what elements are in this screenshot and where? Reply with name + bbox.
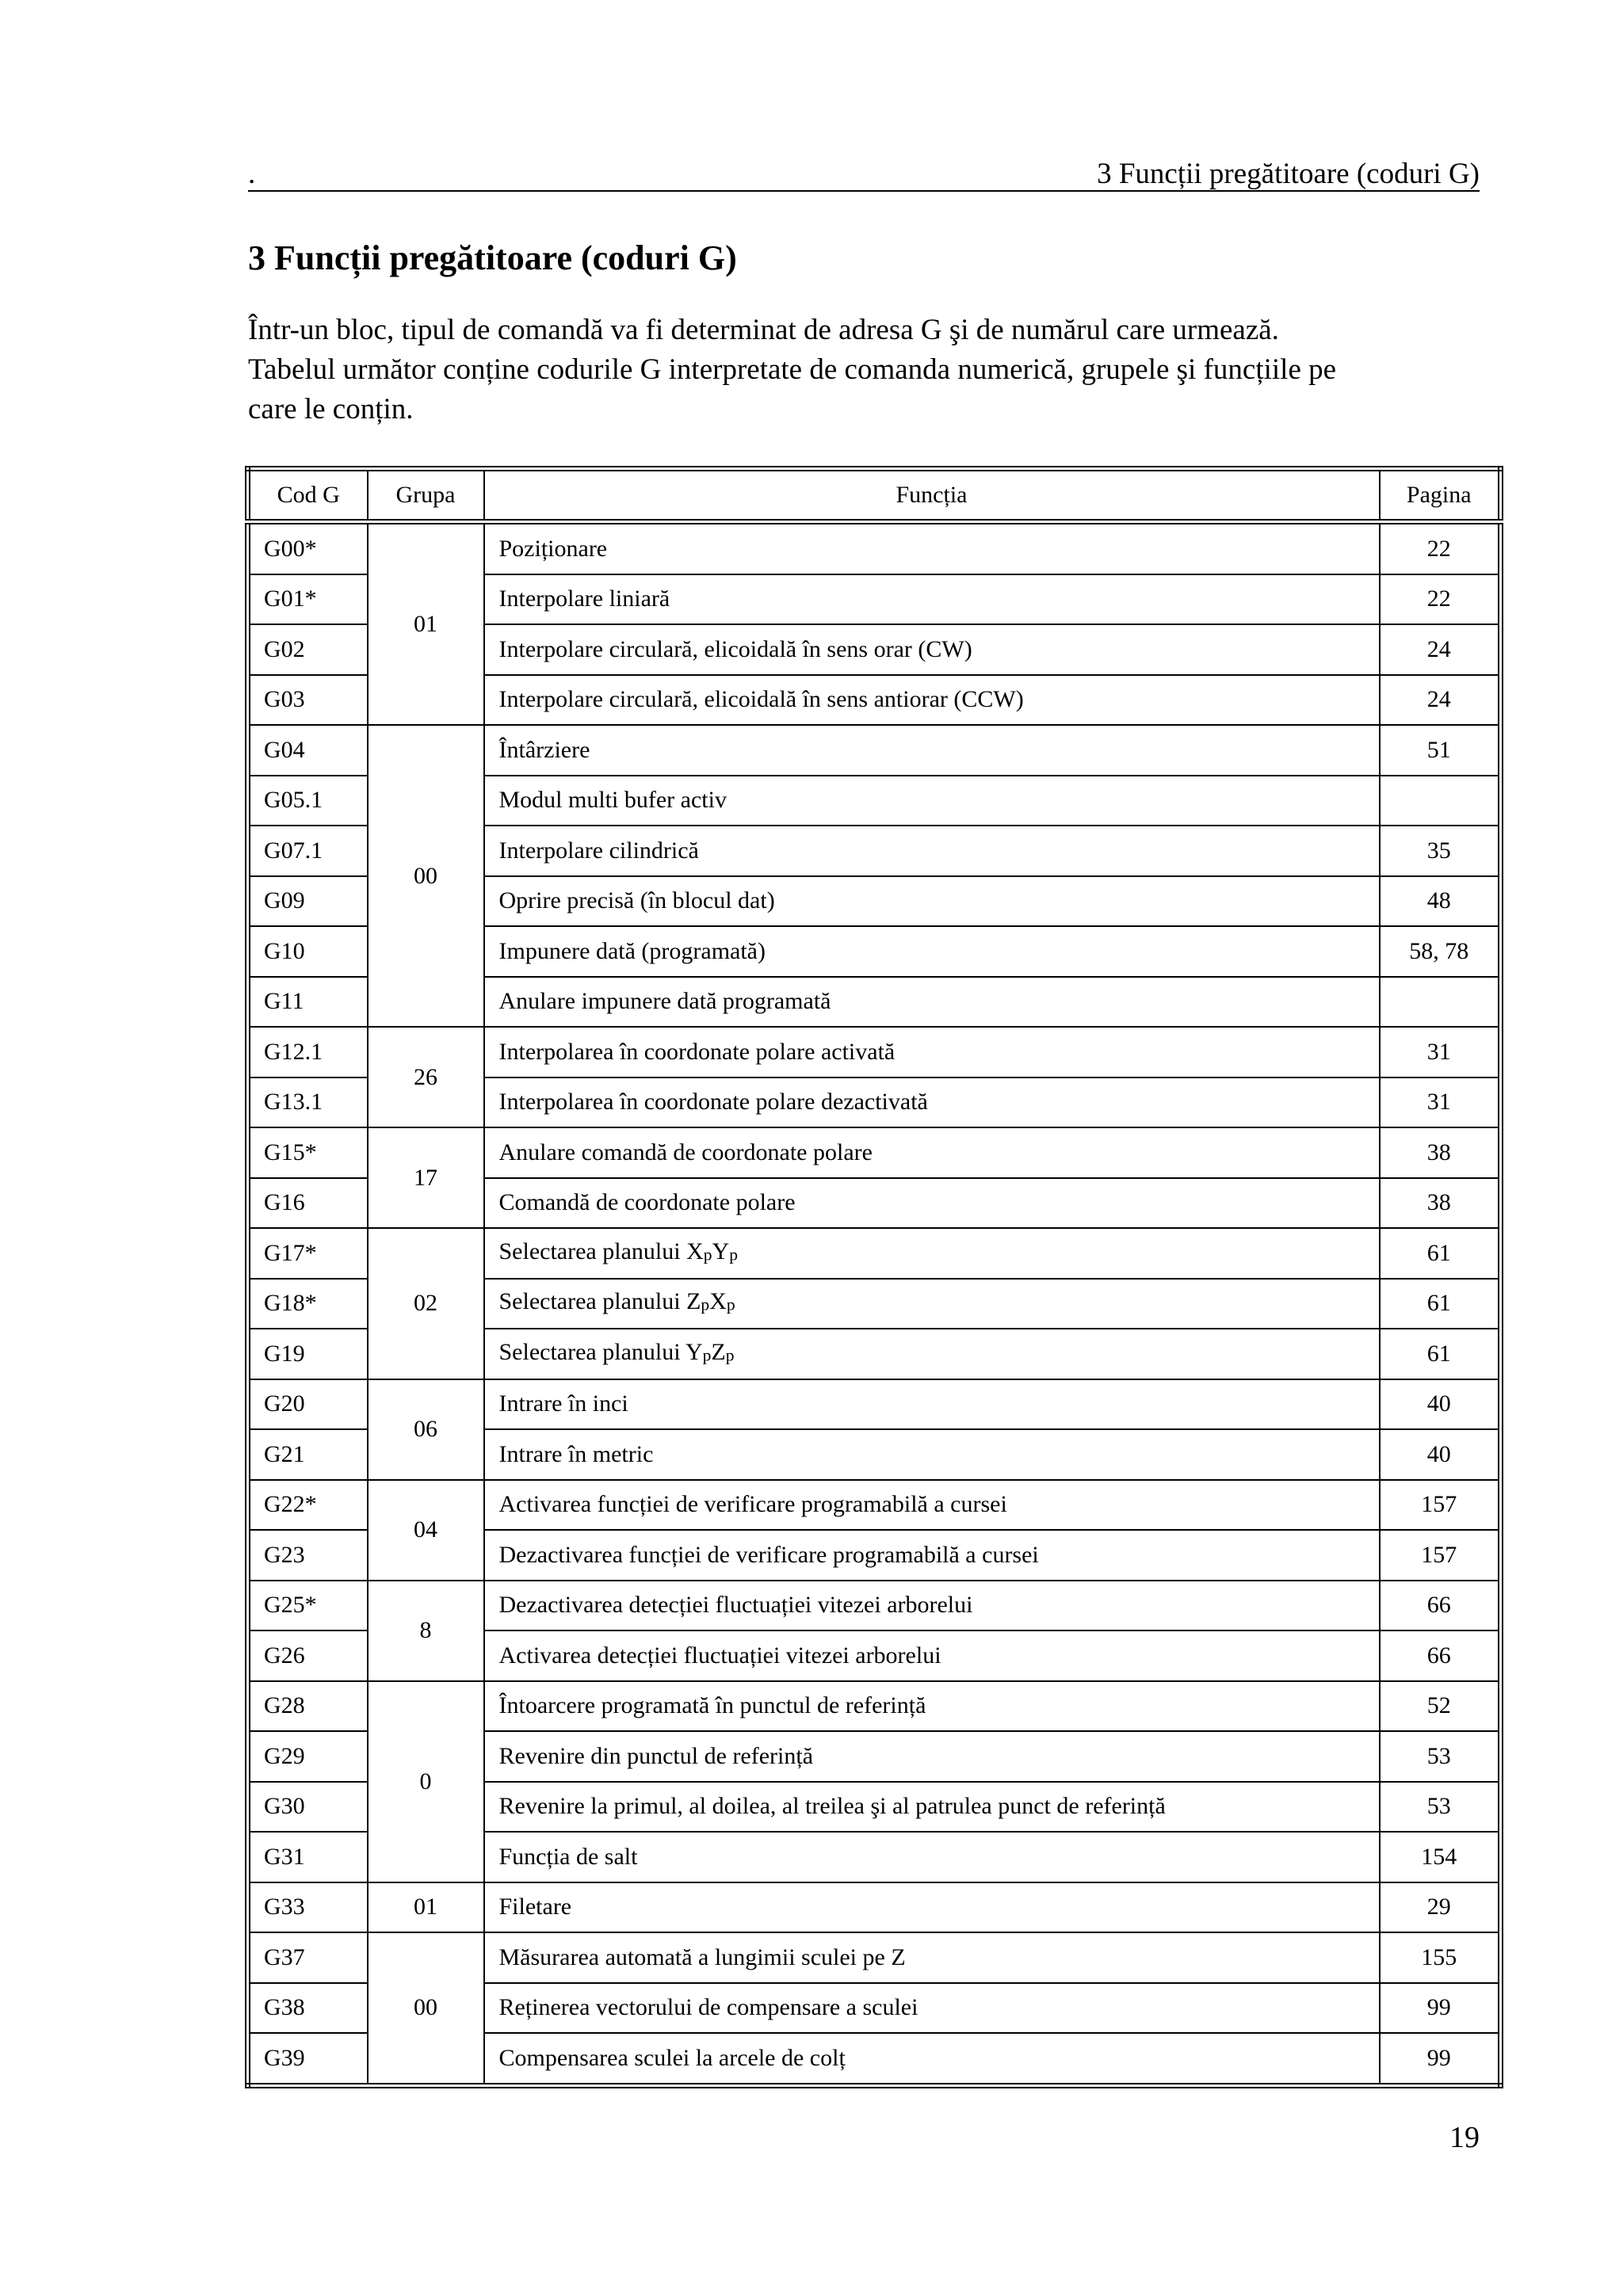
axis-letter: X xyxy=(709,1288,727,1315)
intro-line: Tabelul următor conține codurile G interpretate de comanda numerică, grupele şi funcțiile pe xyxy=(248,353,1337,386)
function-cell: Dezactivarea detecției fluctuației vitezei arborelui xyxy=(484,1581,1380,1631)
function-cell: Revenire din punctul de referință xyxy=(484,1731,1380,1782)
page-cell xyxy=(1380,776,1501,826)
function-cell: Interpolare circulară, elicoidală în sens antiorar (CCW) xyxy=(484,675,1380,726)
table-row xyxy=(248,1681,1501,1732)
page-cell: 154 xyxy=(1380,1832,1501,1882)
page-cell: 155 xyxy=(1380,1932,1501,1983)
axis-subscript: p xyxy=(703,1245,712,1264)
table-row xyxy=(248,1127,1501,1178)
page-cell: 58, 78 xyxy=(1380,926,1501,977)
function-cell: Modul multi bufer activ xyxy=(484,776,1380,826)
code-cell: G04 xyxy=(248,725,368,776)
page-cell: 40 xyxy=(1380,1429,1501,1480)
function-cell: Întoarcere programată în punctul de referință xyxy=(484,1681,1380,1732)
function-cell: Anulare impunere dată programată xyxy=(484,977,1380,1028)
code-cell: G18* xyxy=(248,1279,368,1329)
intro-paragraph xyxy=(248,311,1336,429)
function-text: Selectarea planului xyxy=(498,1288,687,1315)
intro-line: Într-un bloc, tipul de comandă va fi determinat de adresa G şi de numărul care urmează. xyxy=(248,314,1279,346)
table-header-row xyxy=(248,469,1501,522)
table-row xyxy=(248,725,1501,776)
running-header xyxy=(248,154,1480,192)
page-cell: 99 xyxy=(1380,1983,1501,2034)
code-cell: G31 xyxy=(248,1832,368,1882)
page-cell: 157 xyxy=(1380,1480,1501,1531)
group-cell: 01 xyxy=(368,522,484,726)
page-cell: 22 xyxy=(1380,574,1501,625)
axis-letter: Y xyxy=(685,1338,703,1365)
page-cell: 53 xyxy=(1380,1782,1501,1833)
code-cell: G05.1 xyxy=(248,776,368,826)
group-cell: 01 xyxy=(368,1882,484,1933)
group-cell: 00 xyxy=(368,725,484,1027)
code-cell: G19 xyxy=(248,1329,368,1379)
page-cell: 48 xyxy=(1380,876,1501,927)
page-cell: 31 xyxy=(1380,1027,1501,1077)
function-cell: Comandă de coordonate polare xyxy=(484,1178,1380,1229)
axis-subscript: p xyxy=(725,1345,735,1365)
function-cell: Poziționare xyxy=(484,522,1380,574)
function-cell xyxy=(484,1329,1380,1379)
page-cell: 38 xyxy=(1380,1178,1501,1229)
group-cell: 8 xyxy=(368,1581,484,1681)
function-cell: Întârziere xyxy=(484,725,1380,776)
function-cell: Revenire la primul, al doilea, al treilea şi al patrulea punct de referință xyxy=(484,1782,1380,1833)
function-cell xyxy=(484,1279,1380,1329)
function-cell: Anulare comandă de coordonate polare xyxy=(484,1127,1380,1178)
function-cell: Impunere dată (programată) xyxy=(484,926,1380,977)
function-cell: Interpolarea în coordonate polare dezactivată xyxy=(484,1077,1380,1128)
function-text: Selectarea planului xyxy=(498,1338,685,1365)
page-cell: 66 xyxy=(1380,1581,1501,1631)
table-row xyxy=(248,522,1501,574)
code-cell: G13.1 xyxy=(248,1077,368,1128)
axis-subscript: p xyxy=(729,1245,738,1264)
page-cell: 61 xyxy=(1380,1228,1501,1279)
page-cell: 53 xyxy=(1380,1731,1501,1782)
axis-subscript: p xyxy=(726,1295,735,1315)
code-cell: G33 xyxy=(248,1882,368,1933)
code-cell: G30 xyxy=(248,1782,368,1833)
code-cell: G16 xyxy=(248,1178,368,1229)
axis-subscript: p xyxy=(702,1345,712,1365)
code-cell: G20 xyxy=(248,1379,368,1430)
code-cell: G02 xyxy=(248,624,368,675)
code-cell: G37 xyxy=(248,1932,368,1983)
table-row xyxy=(248,1882,1501,1933)
page-cell: 51 xyxy=(1380,725,1501,776)
axis-letter: X xyxy=(686,1238,704,1264)
table-row xyxy=(248,1932,1501,1983)
table-row xyxy=(248,1581,1501,1631)
function-cell: Intrare în inci xyxy=(484,1379,1380,1430)
function-cell: Activarea detecției fluctuației vitezei arborelui xyxy=(484,1630,1380,1681)
group-cell: 04 xyxy=(368,1480,484,1581)
group-cell: 06 xyxy=(368,1379,484,1480)
function-cell: Interpolare liniară xyxy=(484,574,1380,625)
code-cell: G11 xyxy=(248,977,368,1028)
axis-letter: Y xyxy=(712,1238,730,1264)
intro-line: care le conțin. xyxy=(248,393,414,425)
function-cell: Activarea funcției de verificare programabilă a cursei xyxy=(484,1480,1380,1531)
group-cell: 26 xyxy=(368,1027,484,1127)
code-cell: G22* xyxy=(248,1480,368,1531)
code-cell: G39 xyxy=(248,2033,368,2085)
column-header-code: Cod G xyxy=(248,469,368,522)
table-row xyxy=(248,1027,1501,1077)
column-header-function: Funcția xyxy=(484,469,1380,522)
page-cell: 29 xyxy=(1380,1882,1501,1933)
function-cell: Măsurarea automată a lungimii sculei pe Z xyxy=(484,1932,1380,1983)
function-cell: Filetare xyxy=(484,1882,1380,1933)
code-cell: G09 xyxy=(248,876,368,927)
page-cell: 38 xyxy=(1380,1127,1501,1178)
page-cell: 22 xyxy=(1380,522,1501,574)
code-cell: G28 xyxy=(248,1681,368,1732)
page-cell: 52 xyxy=(1380,1681,1501,1732)
page-cell: 61 xyxy=(1380,1329,1501,1379)
group-cell: 0 xyxy=(368,1681,484,1882)
g-code-table xyxy=(245,466,1503,2088)
code-cell: G03 xyxy=(248,675,368,726)
column-header-group: Grupa xyxy=(368,469,484,522)
running-header-left: . xyxy=(248,158,256,190)
function-cell: Reținerea vectorului de compensare a sculei xyxy=(484,1983,1380,2034)
code-cell: G07.1 xyxy=(248,826,368,876)
group-cell: 02 xyxy=(368,1228,484,1379)
function-cell xyxy=(484,1228,1380,1279)
page-cell: 35 xyxy=(1380,826,1501,876)
axis-letter: Z xyxy=(686,1288,701,1315)
function-cell: Interpolare cilindrică xyxy=(484,826,1380,876)
code-cell: G29 xyxy=(248,1731,368,1782)
function-cell: Interpolare circulară, elicoidală în sens orar (CW) xyxy=(484,624,1380,675)
page-cell: 99 xyxy=(1380,2033,1501,2085)
code-cell: G21 xyxy=(248,1429,368,1480)
running-header-title: 3 Funcții pregătitoare (coduri G) xyxy=(1097,158,1480,190)
group-cell: 17 xyxy=(368,1127,484,1228)
code-cell: G17* xyxy=(248,1228,368,1279)
page-cell: 24 xyxy=(1380,675,1501,726)
code-cell: G26 xyxy=(248,1630,368,1681)
function-cell: Compensarea sculei la arcele de colț xyxy=(484,2033,1380,2085)
axis-subscript: p xyxy=(701,1295,710,1315)
group-cell: 00 xyxy=(368,1932,484,2085)
section-title: 3 Funcții pregătitoare (coduri G) xyxy=(248,238,737,277)
function-cell: Funcția de salt xyxy=(484,1832,1380,1882)
table-body xyxy=(248,522,1501,2086)
function-cell: Interpolarea în coordonate polare activată xyxy=(484,1027,1380,1077)
code-cell: G25* xyxy=(248,1581,368,1631)
page-cell: 40 xyxy=(1380,1379,1501,1430)
code-cell: G00* xyxy=(248,522,368,574)
column-header-page: Pagina xyxy=(1380,469,1501,522)
code-cell: G15* xyxy=(248,1127,368,1178)
page-cell: 61 xyxy=(1380,1279,1501,1329)
table-row xyxy=(248,1379,1501,1430)
code-cell: G12.1 xyxy=(248,1027,368,1077)
table-row xyxy=(248,1228,1501,1279)
axis-letter: Z xyxy=(711,1338,726,1365)
function-cell: Dezactivarea funcției de verificare programabilă a cursei xyxy=(484,1530,1380,1581)
page-cell: 66 xyxy=(1380,1630,1501,1681)
code-cell: G01* xyxy=(248,574,368,625)
table-row xyxy=(248,1480,1501,1531)
code-cell: G10 xyxy=(248,926,368,977)
page-cell xyxy=(1380,977,1501,1028)
function-cell: Oprire precisă (în blocul dat) xyxy=(484,876,1380,927)
code-cell: G38 xyxy=(248,1983,368,2034)
page-cell: 31 xyxy=(1380,1077,1501,1128)
function-cell: Intrare în metric xyxy=(484,1429,1380,1480)
table-header xyxy=(248,469,1501,522)
function-text: Selectarea planului xyxy=(498,1238,687,1264)
page-number: 19 xyxy=(1449,2121,1480,2154)
page-cell: 157 xyxy=(1380,1530,1501,1581)
page-cell: 24 xyxy=(1380,624,1501,675)
code-cell: G23 xyxy=(248,1530,368,1581)
